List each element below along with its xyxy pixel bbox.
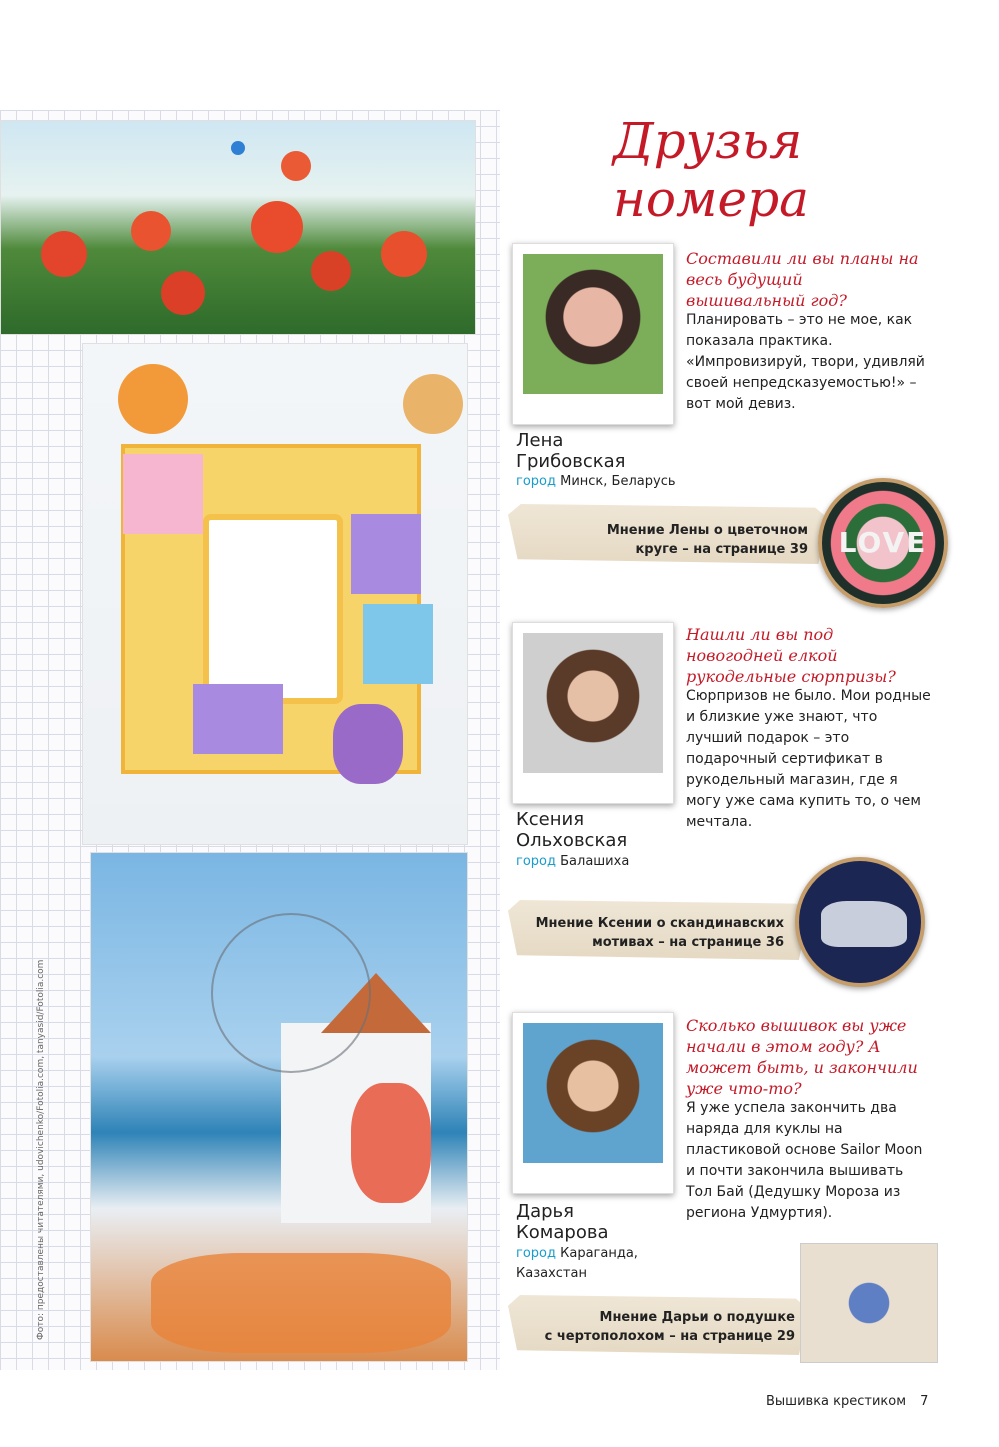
answer-3: Я уже успела закончить два наряда для куклы на пластиковой основе Sailor Moon и почти закончила вышивать Тол Бай (Дедушку Мороза из региона Удмуртия). [686, 1100, 923, 1221]
last-name: Ольховская [516, 830, 628, 851]
first-name: Лена [516, 430, 564, 451]
toys-cabinet-embroidery-image [82, 343, 468, 845]
page-footer [766, 1394, 928, 1409]
page-title [613, 112, 853, 228]
friend-name-2 [516, 809, 716, 851]
profile-photo-ksenia [512, 622, 674, 804]
windmill-embroidery-image [90, 852, 468, 1362]
friend-city-2 [516, 852, 716, 872]
page-number: 7 [920, 1394, 929, 1409]
first-name: Дарья [516, 1201, 574, 1222]
city-value: Караганда, [560, 1246, 638, 1261]
opinion-link-2[interactable] [512, 914, 784, 952]
friend-city-1 [516, 472, 716, 492]
profile-photo-darya [512, 1012, 674, 1194]
city-value-line2: Казахстан [516, 1266, 587, 1281]
friend-name-3 [516, 1201, 716, 1243]
opinion-link-1[interactable] [560, 521, 808, 559]
city-value: Минск, Беларусь [560, 474, 676, 489]
last-name: Комарова [516, 1222, 609, 1243]
title-line-1: Друзья [613, 112, 803, 170]
magazine-name: Вышивка крестиком [766, 1394, 907, 1409]
answer-1: Планировать – это не мое, как показала практика. «Импровизируй, твори, удивляй своей непредсказуемостью!» – вот мой девиз. [686, 312, 925, 412]
opinion-line: круге – на странице 39 [635, 542, 808, 557]
opinion-line: Мнение Ксении о скандинавских [535, 916, 784, 931]
poppies-embroidery-image [0, 120, 476, 335]
question-3: Сколько вышивок вы уже начали в этом году? А может быть, и закончили уже что-то? [686, 1016, 918, 1098]
photo-credit: Фото: предоставлены читателями, udovichenko/Fotolia.com, tanyasid/Fotolia.com [36, 959, 46, 1340]
opinion-line: Мнение Лены о цветочном [606, 523, 808, 538]
question-2: Нашли ли вы под новогодней елкой рукодельные сюрпризы? [686, 625, 896, 686]
hoop-word: LOVE [838, 526, 928, 559]
friend-name-1 [516, 430, 716, 472]
first-name: Ксения [516, 809, 585, 830]
title-line-2: номера [613, 170, 809, 228]
thistle-pillow-image [800, 1243, 938, 1363]
city-label: город [516, 474, 556, 489]
flower-love-hoop-image [818, 478, 948, 608]
opinion-line: с чертополохом – на странице 29 [544, 1329, 795, 1344]
question-1: Составили ли вы планы на весь будущий вышивальный год? [686, 249, 919, 310]
last-name: Грибовская [516, 451, 626, 472]
answer-2: Сюрпризов не было. Мои родные и близкие уже знают, что лучший подарок – это подарочный сертификат в рукодельный магазин, где я могу уже сама купить то, о чем мечтала. [686, 688, 931, 830]
city-label: город [516, 854, 556, 869]
opinion-link-3[interactable] [530, 1308, 795, 1346]
friend-city-3 [516, 1244, 716, 1284]
city-value: Балашиха [560, 854, 630, 869]
opinion-line: мотивах – на странице 36 [592, 935, 784, 950]
scandinavian-dog-hoop-image [795, 857, 925, 987]
profile-photo-lena [512, 243, 674, 425]
opinion-line: Мнение Дарьи о подушке [599, 1310, 795, 1325]
city-label: город [516, 1246, 556, 1261]
